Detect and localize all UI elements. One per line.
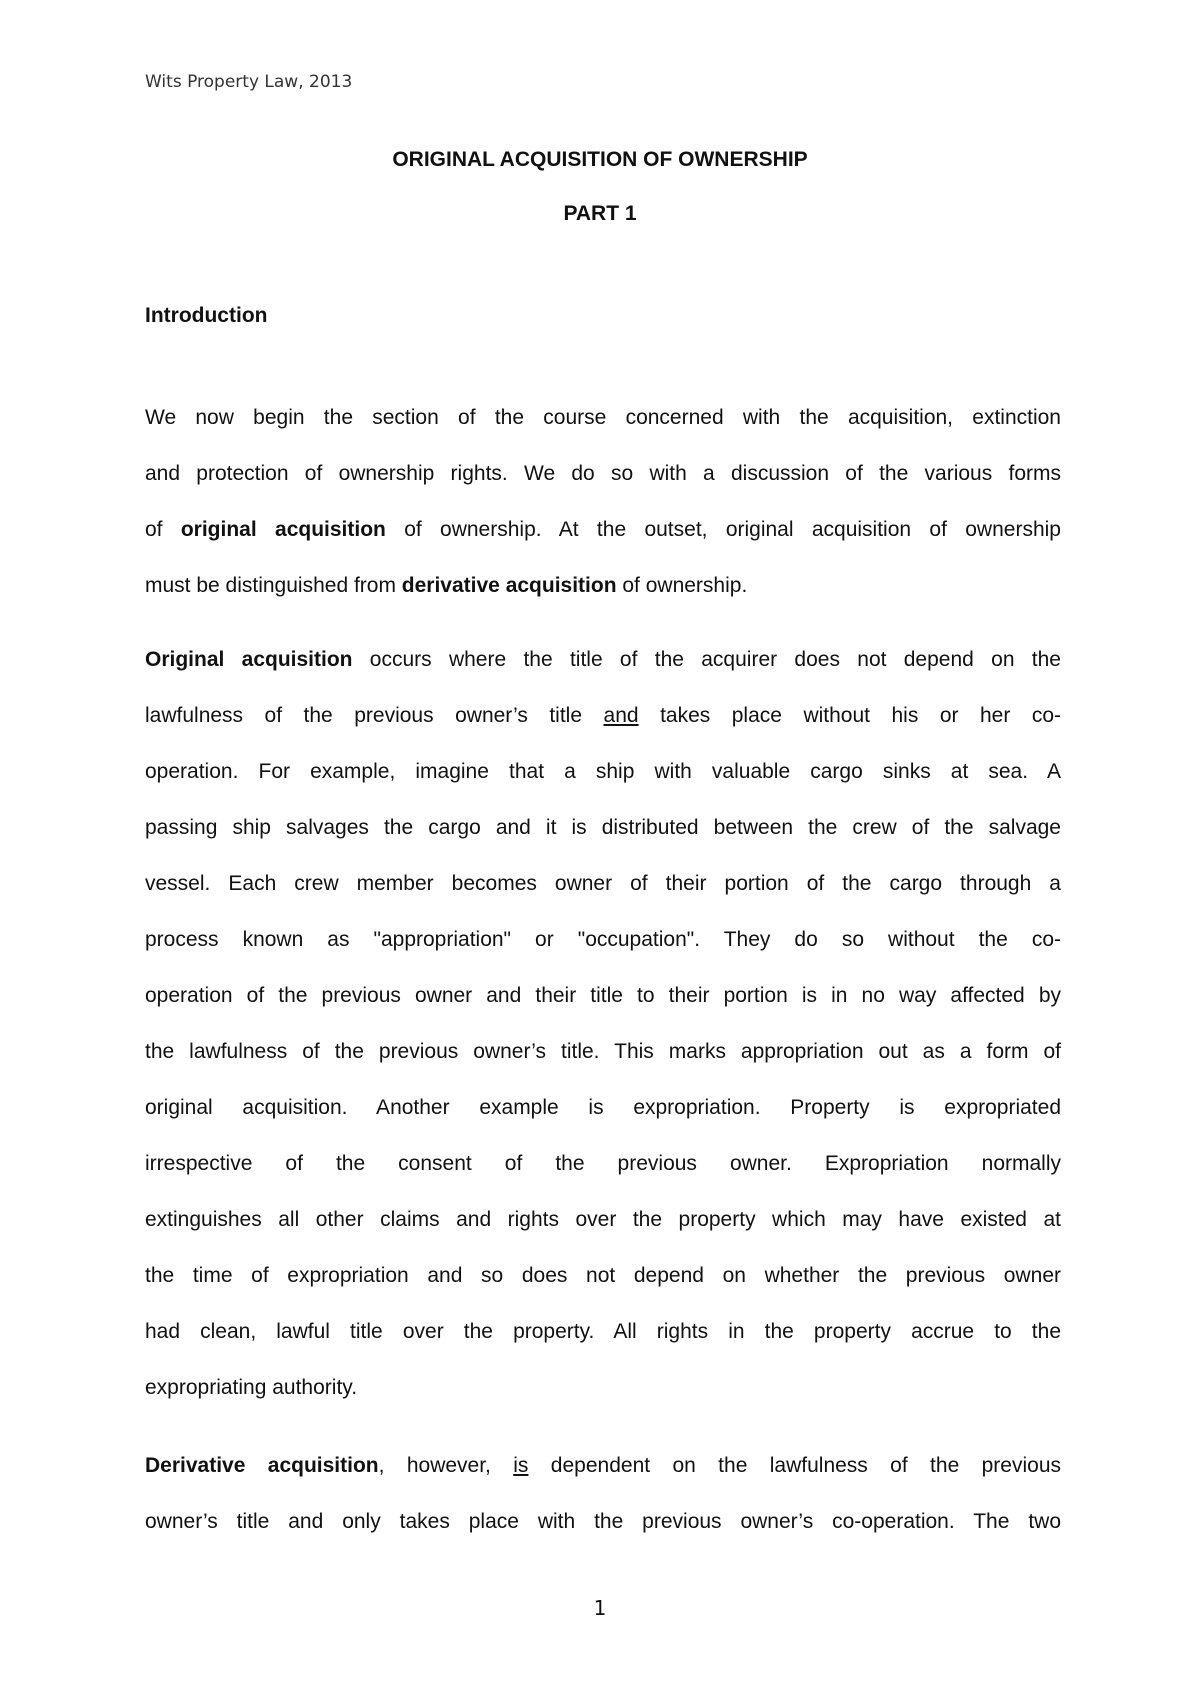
text-span: of ownership.: [616, 574, 748, 597]
text-line: the lawfulness of the previous owner’s title. This marks appropriation out as a form of: [145, 1040, 1061, 1063]
text-line: operation of the previous owner and their title to their portion is in no way affected by: [145, 984, 1061, 1007]
text-span: , however,: [378, 1454, 514, 1477]
text-span: lawfulness of the previous owner’s title: [145, 704, 604, 727]
text-line: owner’s title and only takes place with the previous owner’s co-operation. The two: [145, 1510, 1061, 1533]
text-span: of ownership. At the outset, original acquisition of ownership: [385, 518, 1061, 541]
text-line: passing ship salvages the cargo and it is distributed between the crew of the salvage: [145, 816, 1061, 839]
text-span: of: [145, 518, 181, 541]
text-line: original acquisition. Another example is expropriation. Property is expropriated: [145, 1096, 1061, 1119]
bold-term: derivative acquisition: [401, 574, 617, 597]
part-heading: PART 1: [563, 202, 637, 225]
text-line: operation. For example, imagine that a ship with valuable cargo sinks at sea. A: [145, 760, 1061, 783]
paragraph-1: [145, 404, 1061, 628]
running-header: Wits Property Law, 2013: [145, 72, 353, 92]
document-body: [145, 404, 1061, 1564]
text-line: We now begin the section of the course concerned with the acquisition, extinction: [145, 406, 1061, 429]
paragraph-3: [145, 1452, 1061, 1564]
text-line: had clean, lawful title over the property. All rights in the property accrue to the: [145, 1320, 1061, 1343]
underlined-word: and: [603, 704, 639, 727]
text-line: [145, 516, 1061, 572]
page-number: 1: [593, 1596, 607, 1620]
text-span: takes place without his or her co-: [638, 704, 1061, 727]
text-span: occurs where the title of the acquirer does not depend on the: [352, 648, 1061, 671]
text-line: the time of expropriation and so does not depend on whether the previous owner: [145, 1264, 1061, 1287]
paragraph-2: [145, 646, 1061, 1430]
text-line: irrespective of the consent of the previous owner. Expropriation normally: [145, 1152, 1061, 1175]
text-line: and protection of ownership rights. We do so with a discussion of the various forms: [145, 462, 1061, 485]
text-span: must be distinguished from: [145, 574, 402, 597]
text-line: process known as "appropriation" or "occupation". They do so without the co-: [145, 928, 1061, 951]
document-title: ORIGINAL ACQUISITION OF OWNERSHIP: [392, 148, 808, 171]
bold-term: original acquisition: [180, 518, 386, 541]
text-line: expropriating authority.: [145, 1376, 358, 1399]
text-line: [145, 702, 1061, 758]
text-span: dependent on the lawfulness of the previous: [528, 1454, 1061, 1477]
underlined-word: is: [513, 1454, 529, 1477]
bold-term: Derivative acquisition: [145, 1454, 379, 1477]
bold-term: Original acquisition: [145, 648, 353, 671]
text-line: [145, 646, 1061, 702]
text-line: [145, 1452, 1061, 1508]
text-line: vessel. Each crew member becomes owner of their portion of the cargo through a: [145, 872, 1061, 895]
text-line: extinguishes all other claims and rights over the property which may have existed at: [145, 1208, 1061, 1231]
section-heading: Introduction: [145, 304, 268, 327]
text-line: [145, 572, 1061, 628]
